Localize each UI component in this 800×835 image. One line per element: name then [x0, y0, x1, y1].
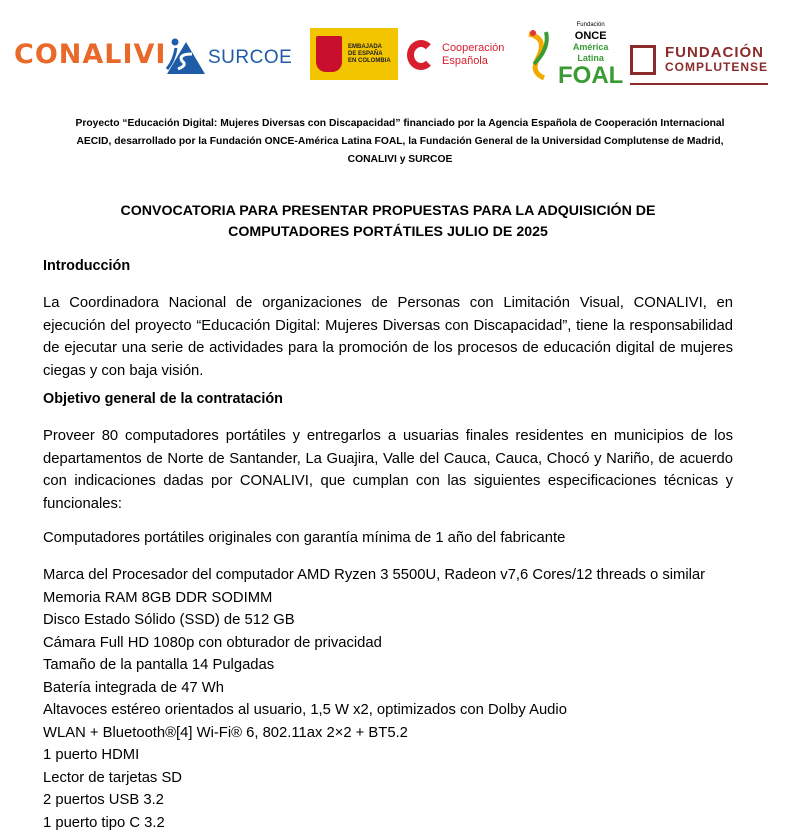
embajada-line-3: EN COLOMBIA: [348, 57, 391, 64]
logo-bar: [0, 18, 800, 90]
spain-coat-of-arms-icon: [316, 36, 342, 72]
foal-america: América: [572, 42, 609, 52]
objective-heading: Objetivo general de la contratación: [43, 391, 283, 407]
fundacion-complutense-logo: [630, 40, 768, 85]
specifications-list: [43, 564, 705, 835]
spec-item: 2 puertos USB 3.2: [43, 792, 164, 809]
conalivi-logo: [14, 34, 180, 74]
warranty-line: Computadores portátiles originales con garantía mínima de 1 año del fabricante: [43, 530, 566, 546]
project-line: AECID, desarrollado por la Fundación ONCE-América Latina FOAL, la Fundación General de la Universidad Complutense de Madrid,: [76, 136, 724, 147]
project-line: CONALIVI y SURCOE: [347, 154, 453, 165]
spec-item: 1 puerto tipo C 3.2: [43, 815, 165, 832]
project-description: [40, 115, 760, 169]
spec-item: Tamaño de la pantalla 14 Pulgadas: [43, 657, 275, 674]
spec-item: Lector de tarjetas SD: [43, 769, 182, 786]
cooperacion-line-1: Cooperación: [442, 42, 505, 54]
cooperacion-espanola-logo: [407, 35, 504, 75]
spec-item: Disco Estado Sólido (SSD) de 512 GB: [43, 612, 295, 629]
project-line: Proyecto “Educación Digital: Mujeres Diversas con Discapacidad” financiado por la Agencia Española de Cooperación Internacional: [75, 118, 725, 129]
spec-item: Marca del Procesador del computador AMD Ryzen 3 5500U, Radeon v7,6 Cores/12 threads o similar: [43, 567, 706, 583]
foal-once: ONCE: [574, 30, 607, 42]
objective-paragraph: Proveer 80 computadores portátiles y entregarlos a usuarias finales residentes en municipios de los departamentos de Norte de Santander, La Guajira, Valle del Cauca, Cauca, Chocó y Nariño, de acuerdo con indicaciones dadas por CONALIVI, que cumplan con las siguientes especificaciones técnicas y funcionales:: [43, 428, 733, 512]
foal-logo: [524, 22, 624, 89]
surcoe-logo-text: SURCOE: [208, 47, 293, 68]
embajada-espana-logo: [310, 28, 398, 80]
title-line: COMPUTADORES PORTÁTILES JULIO DE 2025: [228, 224, 548, 240]
intro-heading: Introducción: [43, 258, 131, 274]
embajada-line-1: EMBAJADA: [348, 43, 383, 50]
spec-item: 1 puerto HDMI: [43, 747, 140, 764]
embajada-line-2: DE ESPAÑA: [348, 50, 383, 57]
complutense-square-icon: [630, 45, 656, 75]
foal-latina: Latina: [577, 53, 604, 63]
complutense-line-1: FUNDACIÓN: [665, 44, 764, 61]
foal-fundacion: Fundación: [576, 22, 605, 28]
surcoe-triangle-icon: [166, 40, 206, 76]
complutense-line-2: COMPLUTENSE: [665, 60, 769, 74]
surcoe-logo: [166, 38, 292, 78]
cooperacion-line-2: Española: [442, 55, 488, 67]
conalivi-logo-text: CONALIVI: [14, 38, 167, 70]
spec-item: Memoria RAM 8GB DDR SODIMM: [43, 589, 273, 606]
foal-name: FOAL: [558, 62, 624, 89]
spec-item: Altavoces estéreo orientados al usuario, 1,5 W x2, optimizados con Dolby Audio: [43, 702, 567, 719]
intro-paragraph: La Coordinadora Nacional de organizaciones de Personas con Limitación Visual, CONALIVI, en ejecución del proyecto “Educación Digital: Mujeres Diversas con Discapacidad”, tiene la responsabilidad de ejecutar una serie de actividades para la promoción de los procesos de educación digital de mujeres ciegas y con baja visión.: [43, 295, 733, 379]
spec-item: Batería integrada de 47 Wh: [43, 679, 224, 696]
document-title: [40, 201, 736, 243]
spec-item: WLAN + Bluetooth®[4] Wi-Fi® 6, 802.11ax 2×2 + BT5.2: [43, 724, 408, 741]
title-line: CONVOCATORIA PARA PRESENTAR PROPUESTAS PARA LA ADQUISICIÓN DE: [120, 203, 656, 219]
cooperacion-c-icon: [407, 40, 435, 70]
foal-figure-icon: [524, 28, 554, 80]
spec-item: Cámara Full HD 1080p con obturador de privacidad: [43, 634, 382, 651]
